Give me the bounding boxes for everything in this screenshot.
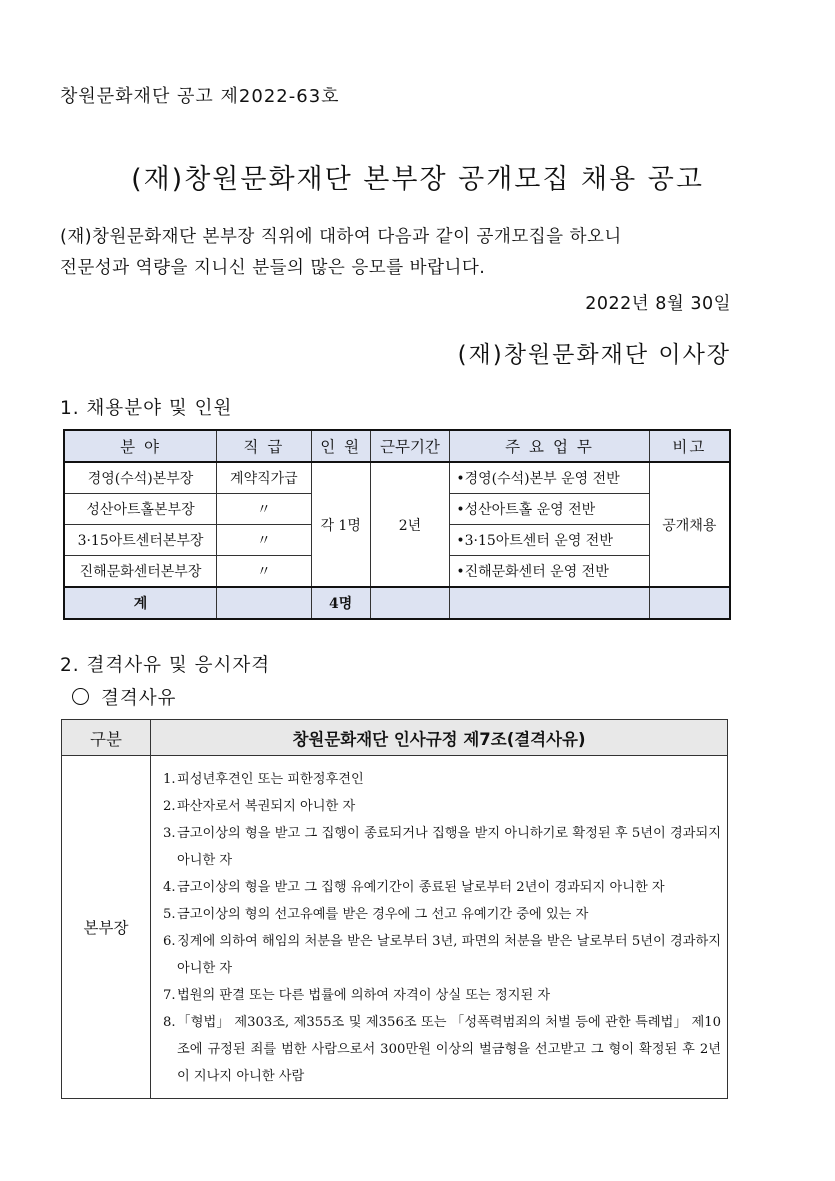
col-header-headcount: 인 원	[311, 430, 370, 462]
field-cell: 성산아트홀본부장	[64, 494, 217, 525]
grade-cell: 〃	[217, 525, 312, 556]
list-item: 5.금고이상의 형의 선고유예를 받은 경우에 그 선고 유예기간 중에 있는 자	[163, 907, 589, 922]
disqualification-subheading	[72, 684, 176, 710]
col-header-duty: 주 요 업 무	[450, 430, 649, 462]
section1-heading: 1. 채용분야 및 인원	[60, 398, 233, 419]
duty-cell: •성산아트홀 운영 전반	[450, 494, 649, 525]
disqualification-list-cell	[151, 756, 728, 1099]
duty-cell: •3·15아트센터 운영 전반	[450, 525, 649, 556]
notice-number: 창원문화재단 공고 제2022-63호	[60, 86, 340, 107]
page-title: (재)창원문화재단 본부장 공개모집 채용 공고	[131, 164, 704, 195]
total-empty-note	[649, 587, 730, 619]
period-cell: 2년	[370, 462, 450, 587]
issuer-name: (재)창원문화재단 이사장	[457, 342, 731, 368]
table-total-row	[64, 587, 730, 619]
field-cell: 경영(수석)본부장	[64, 462, 217, 494]
list-item: 2.파산자로서 복권되지 아니한 자	[163, 799, 356, 814]
subheading-text: 결격사유	[101, 688, 177, 709]
table-header-row	[62, 720, 728, 756]
col-header-field: 분 야	[64, 430, 217, 462]
list-item: 6.징계에 의하여 해임의 처분을 받은 날로부터 3년, 파면의 처분을 받은 날로부터 5년이 경과하지 아니한 자	[163, 934, 721, 976]
total-empty-period	[370, 587, 450, 619]
list-item: 1.피성년후견인 또는 피한정후견인	[163, 772, 364, 787]
recruitment-table	[63, 429, 731, 620]
intro-line-1: (재)창원문화재단 본부장 직위에 대하여 다음과 같이 공개모집을 하오니	[60, 227, 622, 247]
category-cell: 본부장	[62, 756, 151, 1099]
notice-date: 2022년 8월 30일	[585, 294, 731, 314]
grade-cell: 계약직가급	[217, 462, 312, 494]
col-header-regulation: 창원문화재단 인사규정 제7조(결격사유)	[151, 720, 728, 756]
col-header-note: 비고	[649, 430, 730, 462]
col-header-category: 구분	[62, 720, 151, 756]
grade-cell: 〃	[217, 556, 312, 588]
field-cell: 3·15아트센터본부장	[64, 525, 217, 556]
total-count: 4명	[311, 587, 370, 619]
table-row	[64, 462, 730, 494]
disqualification-table	[61, 719, 728, 1099]
list-item: 7.법원의 판결 또는 다른 법률에 의하여 자격이 상실 또는 정지된 자	[163, 988, 551, 1003]
headcount-cell: 각 1명	[311, 462, 370, 587]
col-header-grade: 직 급	[217, 430, 312, 462]
intro-line-2: 전문성과 역량을 지니신 분들의 많은 응모를 바랍니다.	[60, 258, 486, 278]
disqualification-list	[163, 766, 721, 1090]
col-header-period: 근무기간	[370, 430, 450, 462]
intro-paragraph	[60, 222, 775, 284]
duty-cell: •진해문화센터 운영 전반	[450, 556, 649, 588]
total-label: 계	[64, 587, 217, 619]
table-header-row	[64, 430, 730, 462]
table-row	[62, 756, 728, 1099]
section2-heading: 2. 결격사유 및 응시자격	[60, 655, 271, 676]
duty-cell: •경영(수석)본부 운영 전반	[450, 462, 649, 494]
list-item: 3.금고이상의 형을 받고 그 집행이 종료되거나 집행을 받지 아니하기로 확정된 후 5년이 경과되지 아니한 자	[163, 826, 721, 868]
note-cell: 공개채용	[649, 462, 730, 587]
grade-cell: 〃	[217, 494, 312, 525]
field-cell: 진해문화센터본부장	[64, 556, 217, 588]
total-empty-duty	[450, 587, 649, 619]
list-item: 8.「형법」 제303조, 제355조 및 제356조 또는 「성폭력범죄의 처벌 등에 관한 특례법」 제10조에 규정된 죄를 범한 사람으로서 300만원 이상의 벌금형을 선고받고 그 형이 확정된 후 2년이 지나지 아니한 사람	[163, 1015, 721, 1084]
circle-bullet-icon	[72, 688, 89, 705]
list-item: 4.금고이상의 형을 받고 그 집행 유예기간이 종료된 날로부터 2년이 경과되지 아니한 자	[163, 880, 665, 895]
total-empty-grade	[217, 587, 312, 619]
